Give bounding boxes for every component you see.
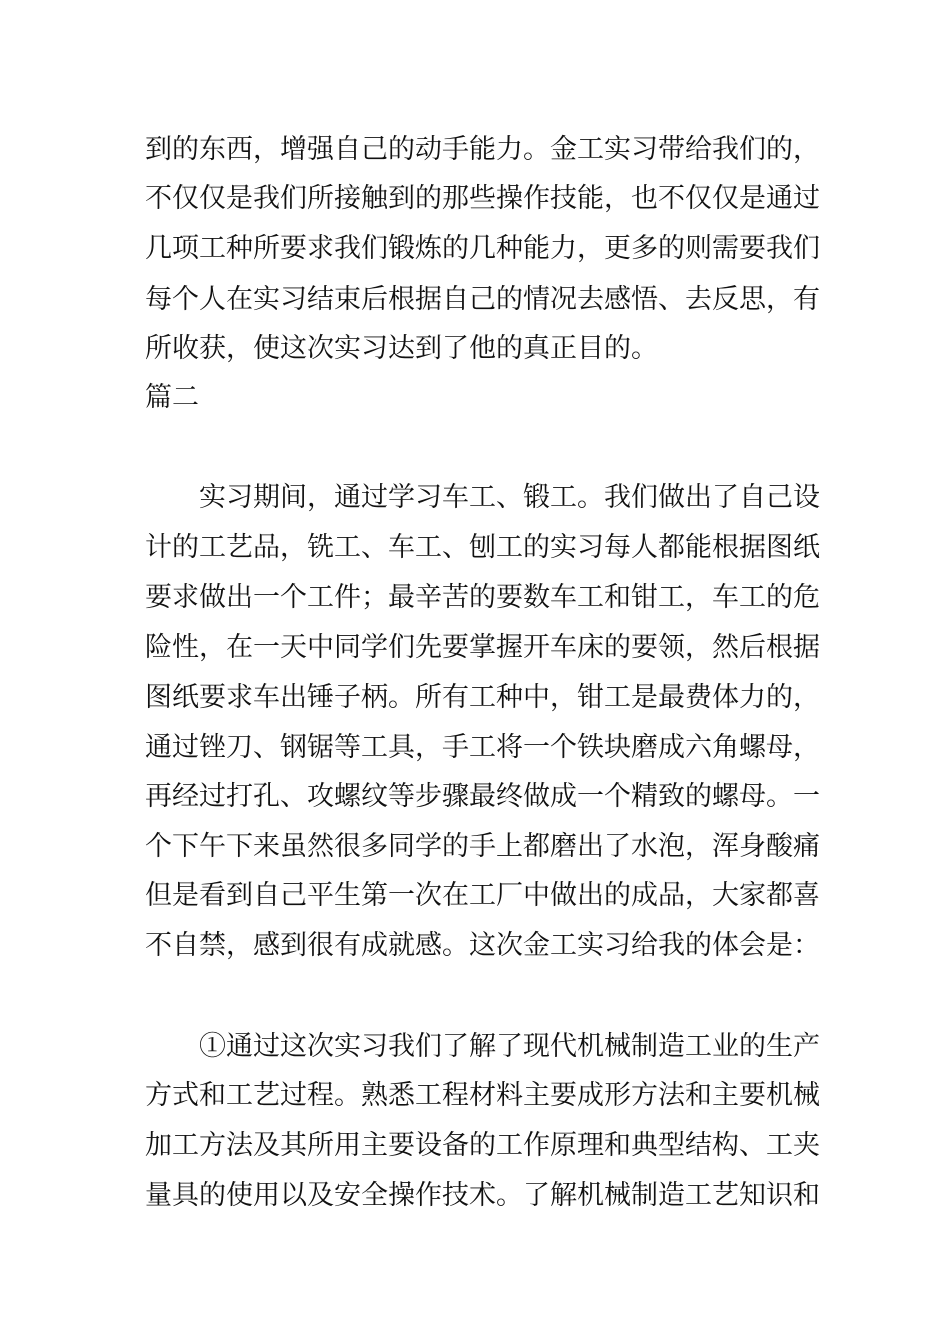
paragraph-3-line-3: 加工方法及其所用主要设备的工作原理和典型结构、工夹 xyxy=(145,1130,820,1161)
paragraph-2-line-9: 但是看到自己平生第一次在工厂中做出的成品，大家都喜 xyxy=(145,880,820,911)
paragraph-2-line-8: 个下午下来虽然很多同学的手上都磨出了水泡，浑身酸痛 xyxy=(145,831,820,862)
paragraph-3-line-1: ①通过这次实习我们了解了现代机械制造工业的生产 xyxy=(199,1031,820,1062)
paragraph-1-line-3: 几项工种所要求我们锻炼的几种能力，更多的则需要我们 xyxy=(145,233,820,264)
paragraph-2-line-1: 实习期间，通过学习车工、锻工。我们做出了自己设 xyxy=(199,482,820,513)
paragraph-2-line-5: 图纸要求车出锤子柄。所有工种中，钳工是最费体力的， xyxy=(145,682,820,713)
paragraph-2-line-7: 再经过打孔、攻螺纹等步骤最终做成一个精致的螺母。一 xyxy=(145,781,820,812)
paragraph-1-line-1: 到的东西，增强自己的动手能力。金工实习带给我们的， xyxy=(145,134,820,165)
paragraph-1-line-4: 每个人在实习结束后根据自己的情况去感悟、去反思，有 xyxy=(145,284,820,315)
paragraph-2-line-10: 不自禁，感到很有成就感。这次金工实习给我的体会是： xyxy=(145,930,820,961)
paragraph-1-line-2: 不仅仅是我们所接触到的那些操作技能，也不仅仅是通过 xyxy=(145,183,820,214)
paragraph-2-line-6: 通过锉刀、钢锯等工具，手工将一个铁块磨成六角螺母， xyxy=(145,732,820,763)
paragraph-3-line-4: 量具的使用以及安全操作技术。了解机械制造工艺知识和 xyxy=(145,1180,820,1211)
paragraph-3-line-2: 方式和工艺过程。熟悉工程材料主要成形方法和主要机械 xyxy=(145,1080,820,1111)
section-heading: 篇二 xyxy=(145,382,199,413)
paragraph-1-line-5: 所收获，使这次实习达到了他的真正目的。 xyxy=(145,333,658,364)
paragraph-2-line-2: 计的工艺品，铣工、车工、刨工的实习每人都能根据图纸 xyxy=(145,532,820,563)
paragraph-2-line-4: 险性，在一天中同学们先要掌握开车床的要领，然后根据 xyxy=(145,632,820,663)
paragraph-2-line-3: 要求做出一个工件；最辛苦的要数车工和钳工，车工的危 xyxy=(145,582,820,613)
